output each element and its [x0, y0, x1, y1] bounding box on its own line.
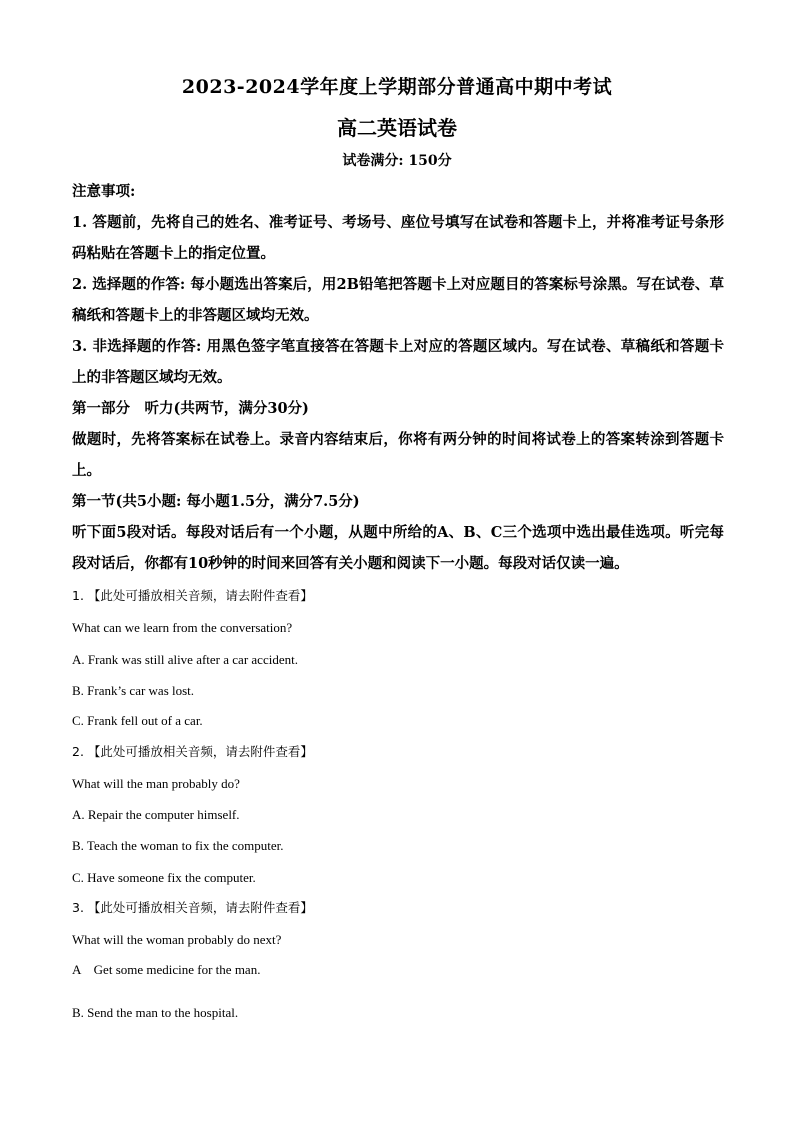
question-3-option-b: B. Send the man to the hospital. [72, 1005, 239, 1020]
question-2-audio-note: 2. 【此处可播放相关音频，请去附件查看】 [72, 744, 313, 759]
section1-heading: 第一节(共5小题: 每小题1.5分，满分7.5分) [72, 493, 360, 510]
notes-heading: 注意事项: [72, 183, 136, 200]
question-1-option-a: A. Frank was still alive after a car accident. [72, 652, 298, 667]
question-2-option-c: C. Have someone fix the computer. [72, 870, 256, 885]
question-1-text: What can we learn from the conversation? [72, 620, 293, 635]
question-2-option-a: A. Repair the computer himself. [72, 807, 240, 822]
question-3-audio-note: 3. 【此处可播放相关音频，请去附件查看】 [72, 900, 313, 915]
notes-item-1: 1. 答题前，先将自己的姓名、准考证号、考场号、座位号填写在试卷和答题卡上，并将准考证号条形码粘贴在答题卡上的指定位置。 [72, 214, 724, 262]
question-2-text: What will the man probably do? [72, 776, 240, 791]
notes-item-2: 2. 选择题的作答: 每小题选出答案后，用2B铅笔把答题卡上对应题目的答案标号涂黑。写在试卷、草稿纸和答题卡上的非答题区域均无效。 [72, 276, 724, 324]
exam-title: 2023-2024学年度上学期部分普通高中期中考试 [181, 76, 613, 98]
full-score: 试卷满分: 150分 [342, 153, 452, 169]
question-1-option-b: B. Frank’s car was lost. [72, 683, 195, 698]
question-1-option-c: C. Frank fell out of a car. [72, 713, 203, 728]
question-3-text: What will the woman probably do next? [72, 932, 282, 947]
part1-instruction: 做题时，先将答案标在试卷上。录音内容结束后，你将有两分钟的时间将试卷上的答案转涂到答题卡上。 [72, 431, 724, 479]
section1-instruction: 听下面5段对话。每段对话后有一个小题，从题中所给的A、B、C三个选项中选出最佳选项。听完每段对话后，你都有10秒钟的时间来回答有关小题和阅读下一小题。每段对话仅读一遍。 [72, 524, 724, 572]
part1-heading: 第一部分 听力(共两节，满分30分) [72, 400, 309, 417]
question-1-audio-note: 1. 【此处可播放相关音频，请去附件查看】 [72, 588, 313, 603]
question-2-option-b: B. Teach the woman to fix the computer. [72, 838, 284, 853]
notes-item-3: 3. 非选择题的作答: 用黑色签字笔直接答在答题卡上对应的答题区域内。写在试卷、草稿纸和答题卡上的非答题区域均无效。 [72, 338, 724, 386]
exam-subtitle: 高二英语试卷 [337, 116, 457, 140]
question-3-option-a: A Get some medicine for the man. [72, 962, 261, 977]
